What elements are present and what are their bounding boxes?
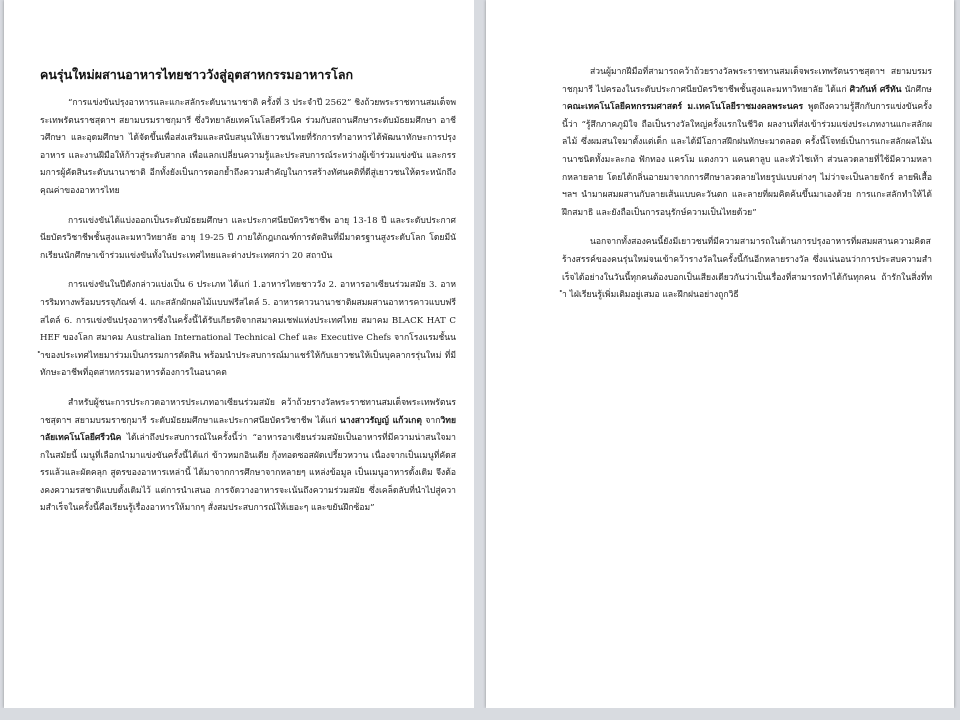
winner-school: วิทยาลัยเทคโนโลยีศรีวนิค <box>40 415 456 444</box>
winner-faculty: คณะเทคโนโลยีคหกรรมศาสตร์ ม.เทคโนโลยีราชมงคลพระนคร <box>566 102 804 113</box>
text-run: ส่วนผู้มากฝีมือที่สามารถคว้าถ้วยรางวัลพระราชทานสมเด็จพระเทพรัตนราชสุดาฯ สยามบรมราชกุมารี ไปครองในระดับประกาศนียบัตรวิชาชีพชั้นสูงและมหาวิทยาลัย ได้แก่ <box>562 67 932 95</box>
text-run: ได้เล่าถึงประสบการณ์ในครั้งนี้ว่า “อาหารอาเซียนร่วมสมัยเป็นอาหารที่มีความน่าสนใจมากในสมัยนี้ เมนูที่เลือกนำมาแข่งขันครั้งนี้ได้แก่ ข้าวหมกอินเดีย กุ้งทอดซอสผัดเปรี้ยวหวาน เนื่องจากเป็นเมนูที่คัดสรรแล้วและผัดคลุก สูตรของอาหารเหล่านี้ ได้มาจากการศึกษาจากหลายๆ แหล่งข้อมูล เป็นเมนูอาหารดั้งเดิม จึงต้องคงความรสชาติแบบดั้งเดิมไว้ แต่การนำเสนอ การจัดวางอาหารจะเน้นถึงความร่วมสมัย ซึ่งเคล็ดลับที่นำไปสู่ความสำเร็จในครั้งนี้คือเรียนรู้เรื่องอาหารให้มากๆ สั่งสมประสบการณ์ให้เยอะๆ และขยันฝึกซ้อม” <box>40 433 456 514</box>
article-title: คนรุ่นใหม่ผสานอาหารไทยชาววังสู่อุตสาหกรรมอาหารโลก <box>40 67 354 82</box>
paragraph-categories: การแข่งขันในปีดังกล่าวแบ่งเป็น 6 ประเภท ได้แก่ 1.อาหารไทยชาววัง 2. อาหารอาเซียนร่วมสมัย 3. อาหารริมทางพร้อมบรรจุภัณฑ์ 4. แกะสลักผักผลไม้แบบฟรีสไตล์ 5. อาหารคาวนานาชาติผสมผสานอาหารคาวแบบฟรีสไตล์ 6. การแข่งขันปรุงอาหารซึ่งในครั้งนี้ได้รับเกียรติจากสมาคมเชฟแห่งประเทศไทย สมาคม BLACK HAT CHEF ของโลก สมาคม Australian International Technical Chef และ Executive Chefs จากโรงแรมชั้นนำของประเทศไทยมาร่วมเป็นกรรมการตัดสิน พร้อมนำประสบการณ์มาแชร์ให้กับเยาวชนให้เป็นบุคลากรรุ่นใหม่ ที่มีทักษะอาชีพที่อุตสาหกรรมอาหารต้องการในอนาคต <box>40 280 456 379</box>
page-gap <box>474 0 486 720</box>
text-run: นักศึกษา <box>562 84 932 113</box>
viewer-background <box>0 708 960 720</box>
paragraph-intro: “การแข่งขันปรุงอาหารและแกะสลักระดับนานาชาติ ครั้งที่ 3 ประจำปี 2562” ชิงถ้วยพระราชทานสมเด็จพระเทพรัตนราชสุดาฯ สยามบรมราชกุมารี ซึ่งวิทยาลัยเทคโนโลยีศรีวนิค ร่วมกับสถานศึกษาระดับมัธยมศึกษา อาชีวศึกษา และอุดมศึกษา ได้จัดขึ้นเพื่อส่งเสริมและสนับสนุนให้เยาวชนไทยที่รักการทำอาหารได้พัฒนาทักษะการปรุงอาหาร และงานฝีมือให้ก้าวสู่ระดับสากล เพื่อแลกเปลี่ยนความรู้และประสบการณ์ระหว่างผู้เข้าร่วมแข่งขัน และกรรมการผู้คัดสินระดับนานาชาติ อีกทั้งยังเป็นการตอกย้ำถึงความสำคัญในการสร้างทัศนคติที่ดีสู่เยาวชนให้ตระหนักถึงคุณค่าของอาหารไทย <box>40 98 456 196</box>
paragraph-closing: นอกจากทั้งสองคนนี้ยังมีเยาวชนที่มีความสามารถในด้านการปรุงอาหารที่ผสมผสานความคิดสร้างสรรค์ของคนรุ่นใหม่จนเข้าคว้ารางวัลในครั้งนี้กันอีกหลายรางวัล ซึ่งแน่นอนว่าการประสบความสำเร็จได้อย่างในวันนี้ทุกคนต้องบอกเป็นเสียงเดียวกันว่าเป็นเรื่องที่สามารถทำได้กันทุกคน ถ้ารักในสิ่งที่ทำ ไฝ่เรียนรู้เพิ่มเติมอยู่เสมอ และฝึกฝนอย่างถูกวิธี <box>562 237 932 301</box>
text-run: พูดถึงความรู้สึกกับการแข่งขันครั้งนี้ว่า “รู้สึกภาคภูมิใจ ถือเป็นรางวัลใหญ่ครั้งแรกในชีวิต ผลงานที่ส่งเข้าร่วมแข่งประเภทงานแกะสลักผลไม้ ซึ่งผมสนใจมาตั้งแต่เด็ก และได้มีโอกาสฝึกฝนทักษะมาตลอด ครั้งนี้โจทย์เป็นการแกะสลักผลไม้นานาชนิดทั้งมะละกอ ฟักทอง แครโม แตงกวา แคนตาลูบ และหัวไชเท้า ส่วนลวดลายที่ใช้มีความหลากหลายลาย โดยได้กลิ่นอายมาจากการศึกษาลวดลายไทยรูปแบบต่างๆ ไม่ว่าจะเป็นลายจักร์ ลายพิเสื้อ ฯลฯ นำมาผสมผสานกับลายเส้นแบบคะวันตก และลายที่ผมคิดค้นขึ้นมาเองด้วย การแกะสลักทำให้ได้ฝึกสมาธิ และยังถือเป็นการอนุรักษ์ความเป็นไทยด้วย” <box>562 102 932 218</box>
paragraph-levels: การแข่งขันได้แบ่งออกเป็นระดับมัธยมศึกษา และประกาศนียบัตรวิชาชีพ อายุ 13-18 ปี และระดับประกาศนียบัตรวิชาชีพชั้นสูงและมหาวิทยาลัย อายุ 19-25 ปี ภายใต้กฎเกณฑ์การตัดสินที่มีมาตรฐานสูงระดับโลก โดยมีนักเรียนนักศึกษาเข้าร่วมแข่งขันทั้งในประเทศไทยและต่างประเทศกว่า 20 สถาบัน <box>40 215 456 261</box>
page-left <box>4 0 474 708</box>
text-run: จาก <box>421 415 441 426</box>
winner-name: นางสาวรัญญ์ แก้วเกตุ <box>339 415 422 426</box>
paragraph-winner-carving <box>562 64 932 222</box>
winner-name: ศิวกันท์ ศรีทัน <box>849 84 902 95</box>
paragraph-winner-asean <box>40 395 456 518</box>
page-right <box>486 0 954 708</box>
text-run: สำหรับผู้ชนะการประกวดอาหารประเภทอาเซียนร่วมสมัย คว้าถ้วยรางวัลพระราชทานสมเด็จพระเทพรัตนราชสุดาฯ สยามบรมราชกุมารี ระดับมัธยมศึกษาและประกาศนียบัตรวิชาชีพ ได้แก่ <box>40 397 456 426</box>
